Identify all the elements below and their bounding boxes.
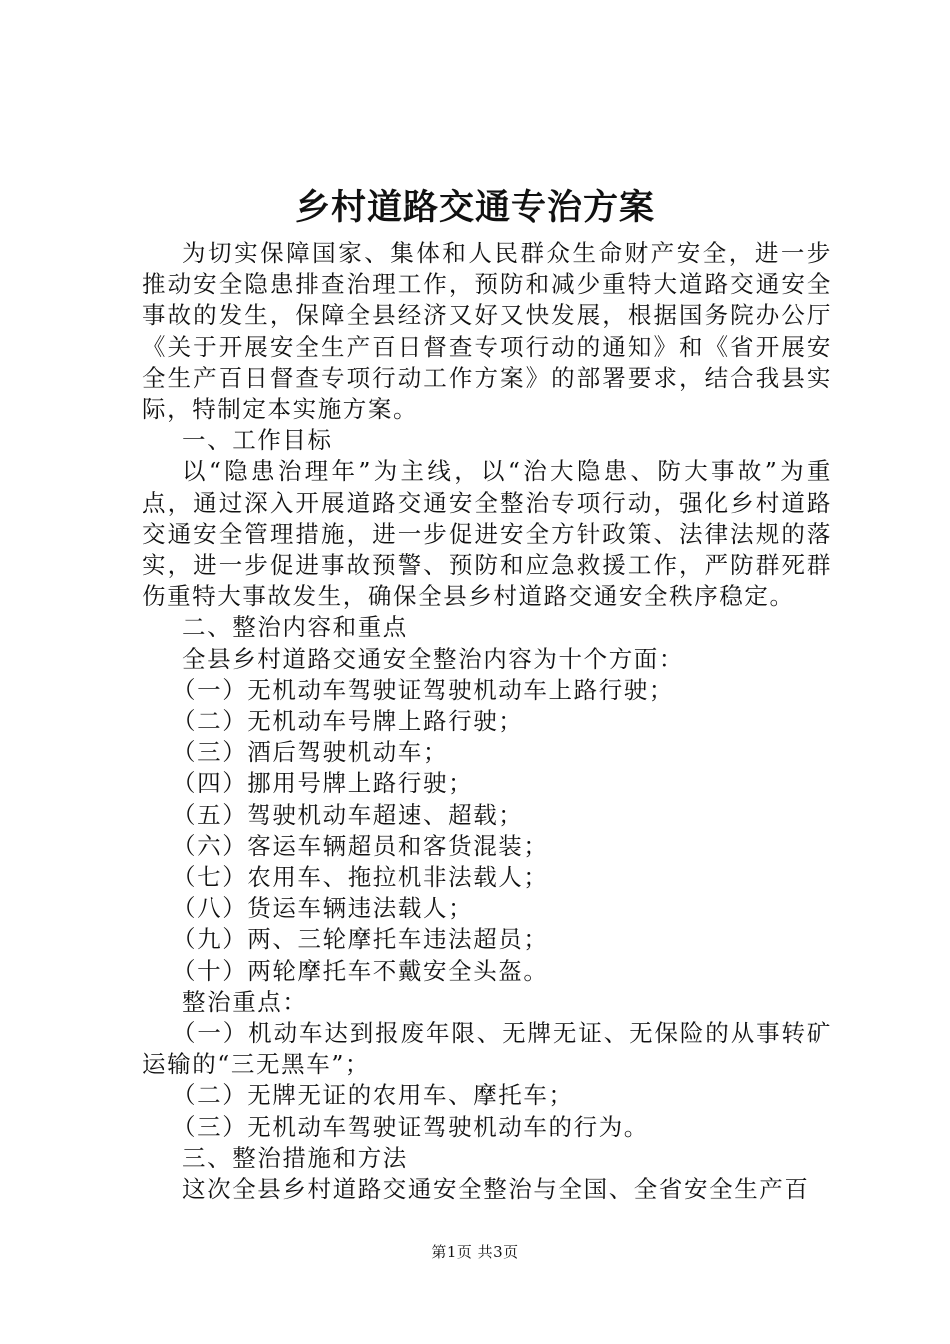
goals-paragraph: 以“隐患治理年”为主线，以“治大隐患、防大事故”为重点，通过深入开展道路交通安全整治专项行动，强化乡村道路交通安全管理措施，进一步促进安全方针政策、法律法规的落实，进一步促进事故预警、预防和应急救援工作，严防群死群伤重特大事故发生，确保全县乡村道路交通安全秩序稳定。 [142,457,832,611]
focus-item: （二）无牌无证的农用车、摩托车； [172,1081,574,1110]
section-heading-goals: 一、工作目标 [182,426,333,455]
section-heading-measures: 三、整治措施和方法 [182,1143,408,1172]
document-body [142,238,832,1205]
list-item: （五）驾驶机动车超速、超载； [172,800,524,829]
list-item: （九）两、三轮摩托车违法超员； [172,925,549,954]
focus-item: （一）机动车达到报废年限、无牌无证、无保险的从事转矿运输的“三无黑车”； [142,1019,832,1079]
measures-paragraph: 这次全县乡村道路交通安全整治与全国、全省安全生产百 [182,1175,810,1204]
page-number: 第1页 共3页 [431,1243,519,1261]
document-title: 乡村道路交通专治方案 [294,188,655,228]
list-item: （三）酒后驾驶机动车； [172,738,449,767]
focus-item: （三）无机动车驾驶证驾驶机动车的行为。 [172,1112,649,1141]
list-item: （十）两轮摩托车不戴安全头盔。 [172,956,549,985]
list-item: （六）客运车辆超员和客货混装； [172,831,549,860]
list-item: （二）无机动车号牌上路行驶； [172,707,524,736]
list-item: （八）货运车辆违法载人； [172,894,474,923]
content-intro: 全县乡村道路交通安全整治内容为十个方面： [182,644,684,673]
list-item: （七）农用车、拖拉机非法载人； [172,863,549,892]
focus-heading: 整治重点： [182,987,308,1016]
section-heading-content: 二、整治内容和重点 [182,613,408,642]
list-item: （四）挪用号牌上路行驶； [172,769,474,798]
list-item: （一）无机动车驾驶证驾驶机动车上路行驶； [172,675,674,704]
intro-paragraph: 为切实保障国家、集体和人民群众生命财产安全，进一步推动安全隐患排查治理工作，预防和减少重特大道路交通安全事故的发生，保障全县经济又好又快发展，根据国务院办公厅《关于开展安全生产百日督查专项行动的通知》和《省开展安全生产百日督查专项行动工作方案》的部署要求，结合我县实际，特制定本实施方案。 [142,239,832,424]
